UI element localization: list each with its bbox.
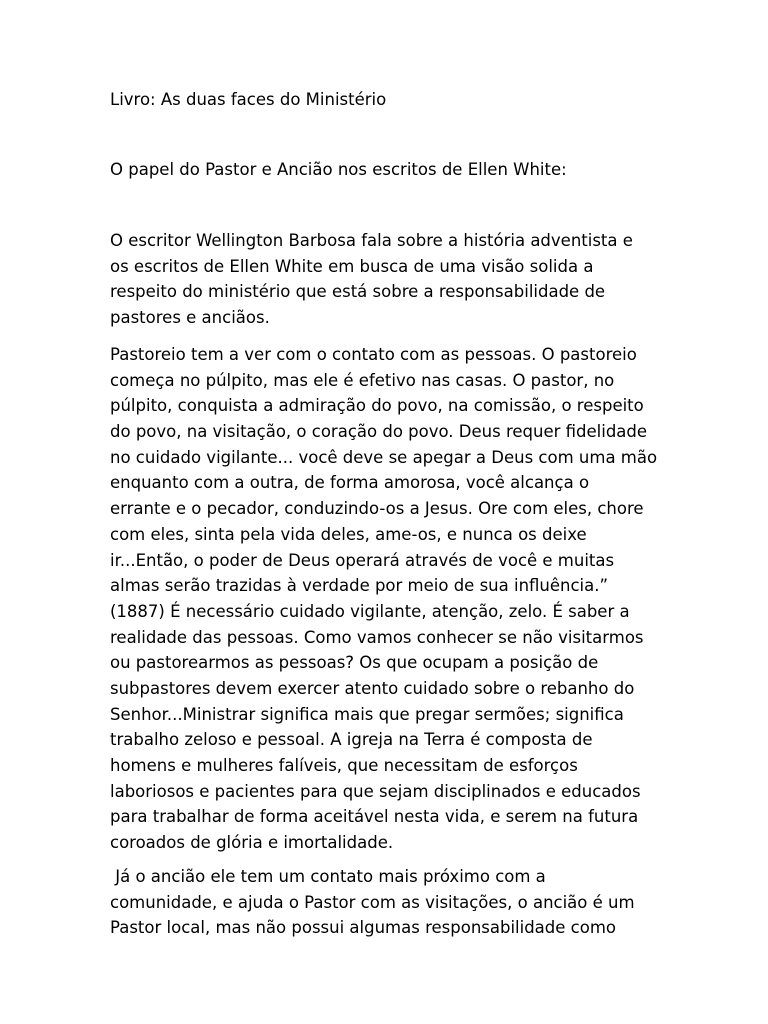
text-line: ou pastorearmos as pessoas? Os que ocupam a posição de — [110, 653, 599, 673]
text-line: subpastores devem exercer atento cuidado sobre o rebanho do — [110, 678, 635, 698]
text-line: no cuidado vigilante... você deve se apegar a Deus com uma mão — [110, 447, 658, 467]
text-line: laboriosos e pacientes para que sejam disciplinados e educados — [110, 781, 641, 801]
text-line: realidade das pessoas. Como vamos conhecer se não visitarmos — [110, 627, 644, 647]
text-line: (1887) É necessário cuidado vigilante, atenção, zelo. É saber a — [110, 601, 630, 621]
text-line: para trabalhar de forma aceitável nesta vida, e serem na futura — [110, 807, 639, 827]
paragraph-anciao — [110, 864, 635, 941]
text-line: trabalho zeloso e pessoal. A igreja na Terra é composta de — [110, 730, 593, 750]
text-line: O escritor Wellington Barbosa fala sobre a história adventista e — [110, 231, 633, 250]
text-line: comunidade, e ajuda o Pastor com as visitações, o ancião é um — [110, 892, 635, 912]
text-line: Já o ancião ele tem um contato mais próximo com a — [110, 867, 546, 886]
paragraph-intro — [110, 228, 633, 331]
text-line: do povo, na visitação, o coração do povo. Deus requer fidelidade — [110, 422, 648, 442]
text-line: ir...Então, o poder de Deus operará através de você e muitas — [110, 550, 615, 570]
text-line: começa no púlpito, mas ele é efetivo nas casas. O pastor, no — [110, 370, 615, 390]
text-line: enquanto com a outra, de forma amorosa, você alcança o — [110, 473, 590, 493]
paragraph-pastoreio — [110, 342, 657, 856]
text-line: Pastor local, mas não possui algumas responsabilidade como — [110, 918, 616, 938]
text-line: púlpito, conquista a admiração do povo, na comissão, o respeito — [110, 396, 644, 416]
text-line: Pastoreio tem a ver com o contato com as pessoas. O pastoreio — [110, 345, 637, 364]
text-line: os escritos de Ellen White em busca de uma visão solida a — [110, 256, 594, 276]
text-line: Senhor...Ministrar significa mais que pregar sermões; significa — [110, 704, 624, 724]
text-line: com eles, sinta pela vida deles, ame-os, e nunca os deixe — [110, 524, 587, 544]
document-title: Livro: As duas faces do Ministério — [110, 90, 387, 109]
text-line: pastores e anciãos. — [110, 308, 270, 328]
text-line: respeito do ministério que está sobre a responsabilidade de — [110, 282, 606, 302]
text-line: almas serão trazidas à verdade por meio de sua influência.” — [110, 576, 609, 596]
text-line: errante e o pecador, conduzindo-os a Jesus. Ore com eles, chore — [110, 499, 644, 519]
text-line: coroados de glória e imortalidade. — [110, 833, 394, 853]
text-line: homens e mulheres falíveis, que necessitam de esforços — [110, 756, 578, 775]
section-heading: O papel do Pastor e Ancião nos escritos de Ellen White: — [110, 160, 567, 179]
